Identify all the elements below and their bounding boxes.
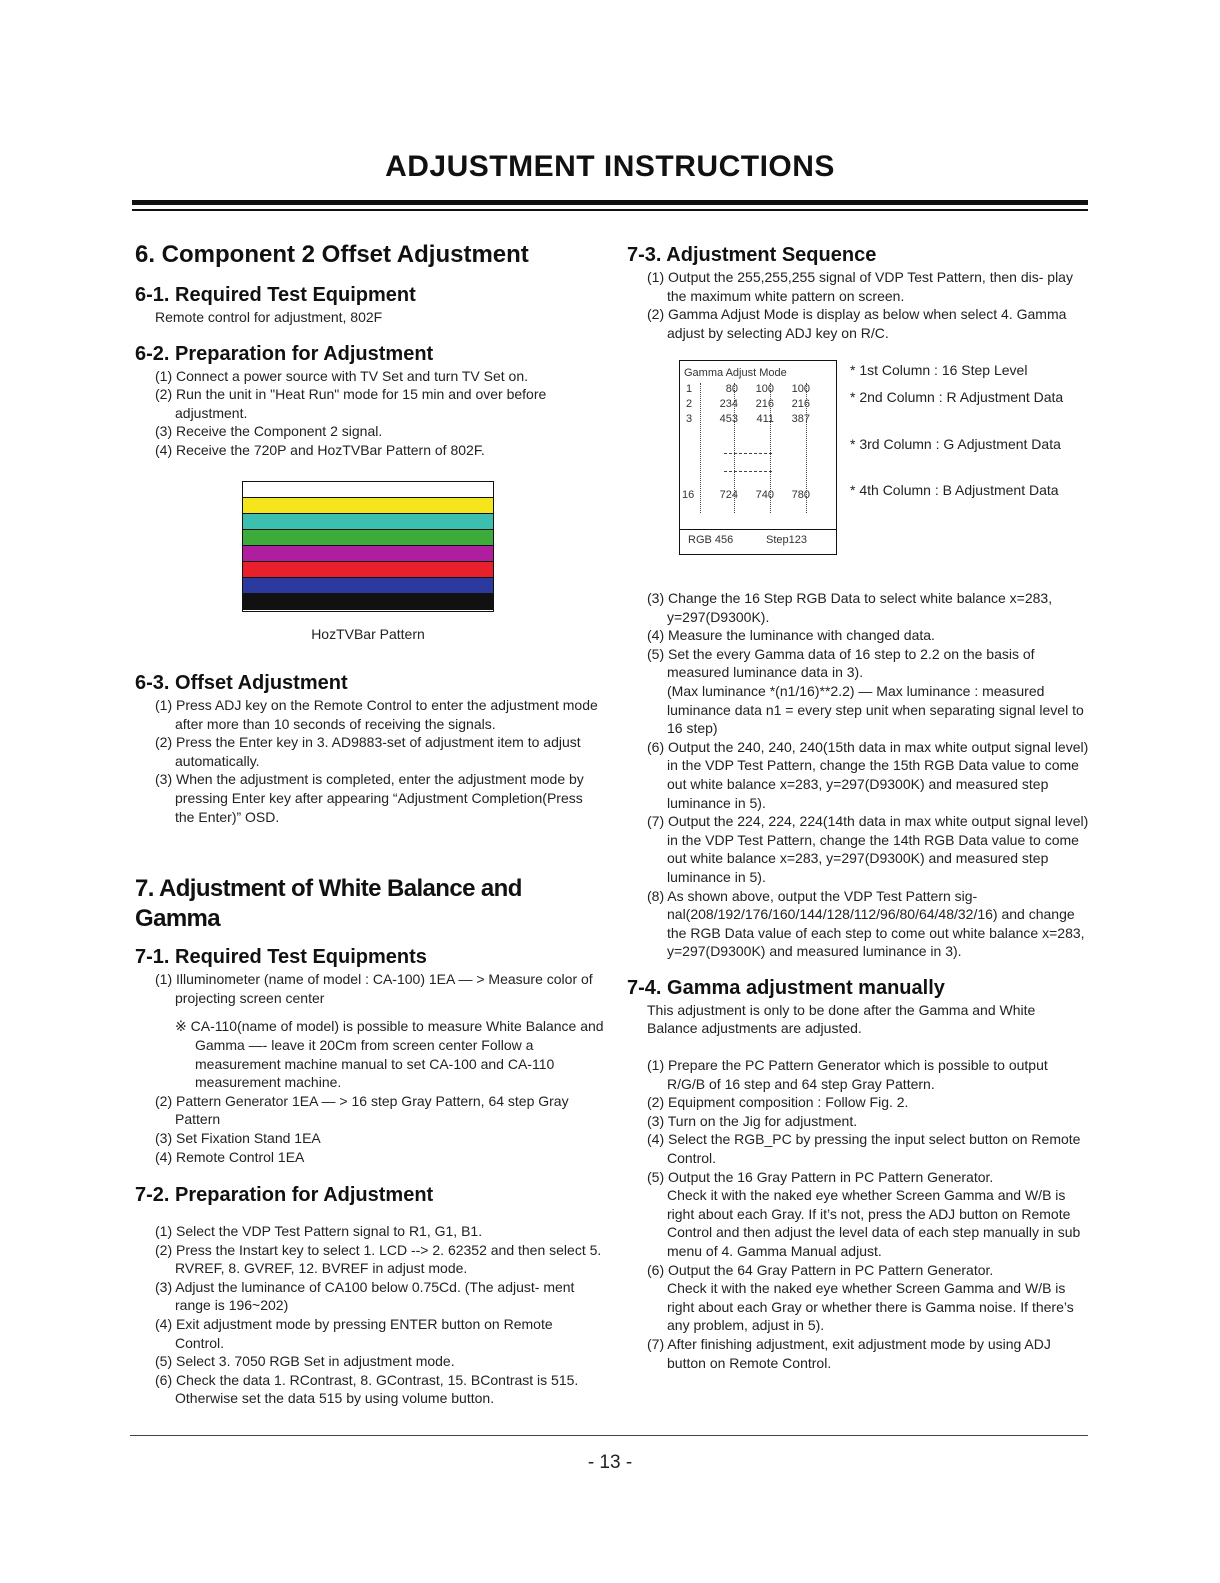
color-bar [243, 594, 493, 610]
section-7-1-title: 7-1. Required Test Equipments [135, 946, 427, 969]
color-bar [243, 514, 493, 530]
table-row [682, 489, 832, 501]
list-item: (4) Measure the luminance with changed data. [647, 627, 935, 644]
gamma-footer-left: RGB 456 [688, 534, 734, 546]
list-item: (4) Remote Control 1EA [155, 1148, 305, 1165]
list-item: (3) Adjust the luminance of CA100 below 0.75Cd. (The adjust- ment range is 196~202) [155, 1278, 575, 1314]
section-7-3-title: 7-3. Adjustment Sequence [627, 244, 877, 266]
column-divider [806, 383, 807, 513]
list-item: (1) Select the VDP Test Pattern signal to R1, G1, B1. [155, 1223, 483, 1240]
section-6-1-text: Remote control for adjustment, 802F [155, 309, 383, 325]
list-item: (5) Select 3. 7050 RGB Set in adjustment mode. [155, 1353, 455, 1370]
table-row [686, 413, 826, 428]
list-item: (2) Press the Instart key to select 1. LCD --> 2. 62352 and then select 5. RVREF, 8. GVREF, 12. BVREF in adjust mode. [155, 1241, 602, 1277]
table-row [686, 398, 826, 413]
section-6-2-title: 6-2. Preparation for Adjustment [135, 342, 434, 365]
list-item: (2) Equipment composition : Follow Fig. 2. [647, 1094, 909, 1111]
gamma-note-1: * 1st Column : 16 Step Level [850, 362, 1028, 378]
list-item: (1) Output the 255,255,255 signal of VDP Test Pattern, then dis- play the maximum white pattern on screen. [647, 269, 1073, 304]
list-item: (2) Run the unit in "Heat Run" mode for 15 min and over before adjustment. [155, 386, 547, 421]
list-item: (2) Gamma Adjust Mode is display as below when select 4. Gamma adjust by selecting ADJ key on R/C. [647, 306, 1067, 341]
color-bar [243, 498, 493, 514]
table-cell: 80 [725, 383, 738, 395]
list-item: (3) Receive the Component 2 signal. [155, 423, 383, 440]
right-column [627, 242, 1087, 342]
table-cell: 724 [719, 489, 738, 501]
gamma-note-2: * 2nd Column : R Adjustment Data [850, 389, 1064, 405]
gamma-box-title: Gamma Adjust Mode [684, 367, 787, 379]
left-column [135, 240, 605, 460]
list-item: (5) Set the every Gamma data of 16 step to 2.2 on the basis of measured luminance data in 3). [647, 645, 1035, 681]
section-6-1-title: 6-1. Required Test Equipment [135, 284, 416, 306]
table-cell: 216 [791, 398, 810, 410]
color-bar [243, 546, 493, 562]
table-row [686, 383, 826, 398]
table-cell: 234 [719, 398, 738, 410]
table-cell: 16 [682, 489, 695, 501]
section-7-4-intro: This adjustment is only to be done after the Gamma and White Balance adjustments are adjusted. [647, 1001, 1036, 1037]
table-cell: 387 [791, 413, 810, 425]
section-7-title: 7. Adjustment of White Balance and Gamma [135, 875, 522, 933]
hoztvbar-pattern-figure [242, 481, 494, 612]
pattern-caption: HozTVBar Pattern [311, 626, 425, 642]
column-divider [700, 383, 701, 513]
dashed-divider [724, 453, 772, 454]
gamma-rows [686, 383, 826, 428]
section-7-4-title: 7-4. Gamma adjustment manually [627, 976, 945, 999]
header-rule-thin [132, 209, 1088, 211]
table-cell: 100 [791, 383, 810, 395]
list-item: (6) Output the 240, 240, 240(15th data in max white output signal level) in the VDP Test Pattern, change the 15th RGB Data value to come out white balance x=283, y=297(D9300K) and measured step luminance in 5). [647, 738, 1089, 811]
dashed-divider [724, 471, 772, 472]
table-cell: 216 [755, 398, 774, 410]
gamma-note-4: * 4th Column : B Adjustment Data [850, 482, 1059, 498]
list-item: (1) Press ADJ key on the Remote Control to enter the adjustment mode after more than 10 seconds of receiving the signals. [155, 697, 598, 732]
list-item: (1) Illuminometer (name of model : CA-100) 1EA — > Measure color of projecting screen center [155, 971, 593, 1006]
list-item: (3) When the adjustment is completed, enter the adjustment mode by pressing Enter key after appearing “Adjustment Completion(Press the Enter)” OSD. [155, 771, 584, 825]
table-cell: 740 [755, 489, 774, 501]
list-item: (4) Receive the 720P and HozTVBar Pattern of 802F. [155, 441, 485, 458]
formula-text: (Max luminance *(n1/16)**2.2) — Max luminance : measured luminance data n1 = every step unit when separating signal level to 16 step) [667, 682, 1084, 737]
gamma-adjust-mode-box [679, 360, 837, 555]
note-text: ※ CA-110(name of model) is possible to measure White Balance and Gamma —- leave it 20Cm from screen center Follow a measurement machine manual to set CA-100 and CA-110 measurement machine. [175, 1018, 604, 1091]
color-bar [243, 562, 493, 578]
section-7-2-title: 7-2. Preparation for Adjustment [135, 1184, 434, 1207]
color-bar [243, 482, 493, 498]
list-item: (4) Exit adjustment mode by pressing ENTER button on Remote Control. [155, 1316, 553, 1351]
list-item: (7) Output the 224, 224, 224(14th data in max white output signal level) in the VDP Test Pattern, change the 14th RGB Data value to come out white balance x=283, y=297(D9300K) and measured step luminance in 5). [647, 813, 1089, 885]
section-6-title: 6. Component 2 Offset Adjustment [135, 241, 529, 268]
list-item: (7) After finishing adjustment, exit adjustment mode by using ADJ button on Remote Control. [647, 1335, 1051, 1371]
list-item: (2) Press the Enter key in 3. AD9883-set of adjustment item to adjust automatically. [155, 734, 581, 769]
box-footer-rule [680, 529, 836, 530]
sub-text: Check it with the naked eye whether Screen Gamma and W/B is right about each Gray. If it’s not, press the ADJ button on Remote Control and then adjust the level data of each step manually in sub menu of 4. Gamma Manual adjust. [667, 1187, 1081, 1259]
color-bar [243, 530, 493, 546]
table-cell: 2 [686, 398, 693, 410]
sub-text: Check it with the naked eye whether Screen Gamma and W/B is right about each Gray or whether there is Gamma noise. If there’s any problem, adjust in 5). [667, 1280, 1074, 1334]
list-item: (5) Output the 16 Gray Pattern in PC Pattern Generator. [647, 1168, 994, 1185]
table-cell: 780 [791, 489, 810, 501]
header-rule-thick [132, 200, 1088, 205]
gamma-footer-right: Step123 [766, 534, 807, 546]
list-item: (6) Check the data 1. RContrast, 8. GContrast, 15. BContrast is 515. Otherwise set the data 515 by using volume button. [155, 1371, 579, 1407]
right-column-lower [627, 589, 1089, 1372]
list-item: (3) Set Fixation Stand 1EA [155, 1129, 321, 1146]
list-item: (4) Select the RGB_PC by pressing the input select button on Remote Control. [647, 1131, 1081, 1167]
left-column-lower [135, 670, 605, 1408]
list-item: (3) Change the 16 Step RGB Data to select white balance x=283, y=297(D9300K). [647, 590, 1053, 625]
column-divider [734, 383, 735, 513]
column-divider [770, 383, 771, 513]
list-item: (8) As shown above, output the VDP Test Pattern sig- nal(208/192/176/160/144/128/112/96/80/64/48/32/16) and change the RGB Data value of each step to come out white balance x=283, y=297(D9300K) and measured luminance in 3). [647, 887, 1085, 960]
footer-rule [130, 1435, 1088, 1436]
page-number: - 13 - [587, 1452, 633, 1473]
color-bar [243, 578, 493, 594]
table-cell: 453 [719, 413, 738, 425]
table-cell: 100 [755, 383, 774, 395]
page-title: ADJUSTMENT INSTRUCTIONS [385, 150, 835, 183]
list-item: (6) Output the 64 Gray Pattern in PC Pattern Generator. [647, 1261, 994, 1278]
list-item: (2) Pattern Generator 1EA — > 16 step Gray Pattern, 64 step Gray Pattern [155, 1092, 569, 1128]
list-item: (1) Prepare the PC Pattern Generator which is possible to output R/G/B of 16 step and 64 step Gray Pattern. [647, 1057, 1048, 1092]
table-cell: 411 [756, 413, 774, 425]
section-6-3-title: 6-3. Offset Adjustment [135, 672, 348, 694]
gamma-note-3: * 3rd Column : G Adjustment Data [850, 436, 1061, 452]
list-item: (3) Turn on the Jig for adjustment. [647, 1112, 858, 1129]
table-cell: 1 [686, 383, 693, 395]
table-cell: 3 [686, 413, 693, 425]
list-item: (1) Connect a power source with TV Set and turn TV Set on. [155, 367, 529, 384]
